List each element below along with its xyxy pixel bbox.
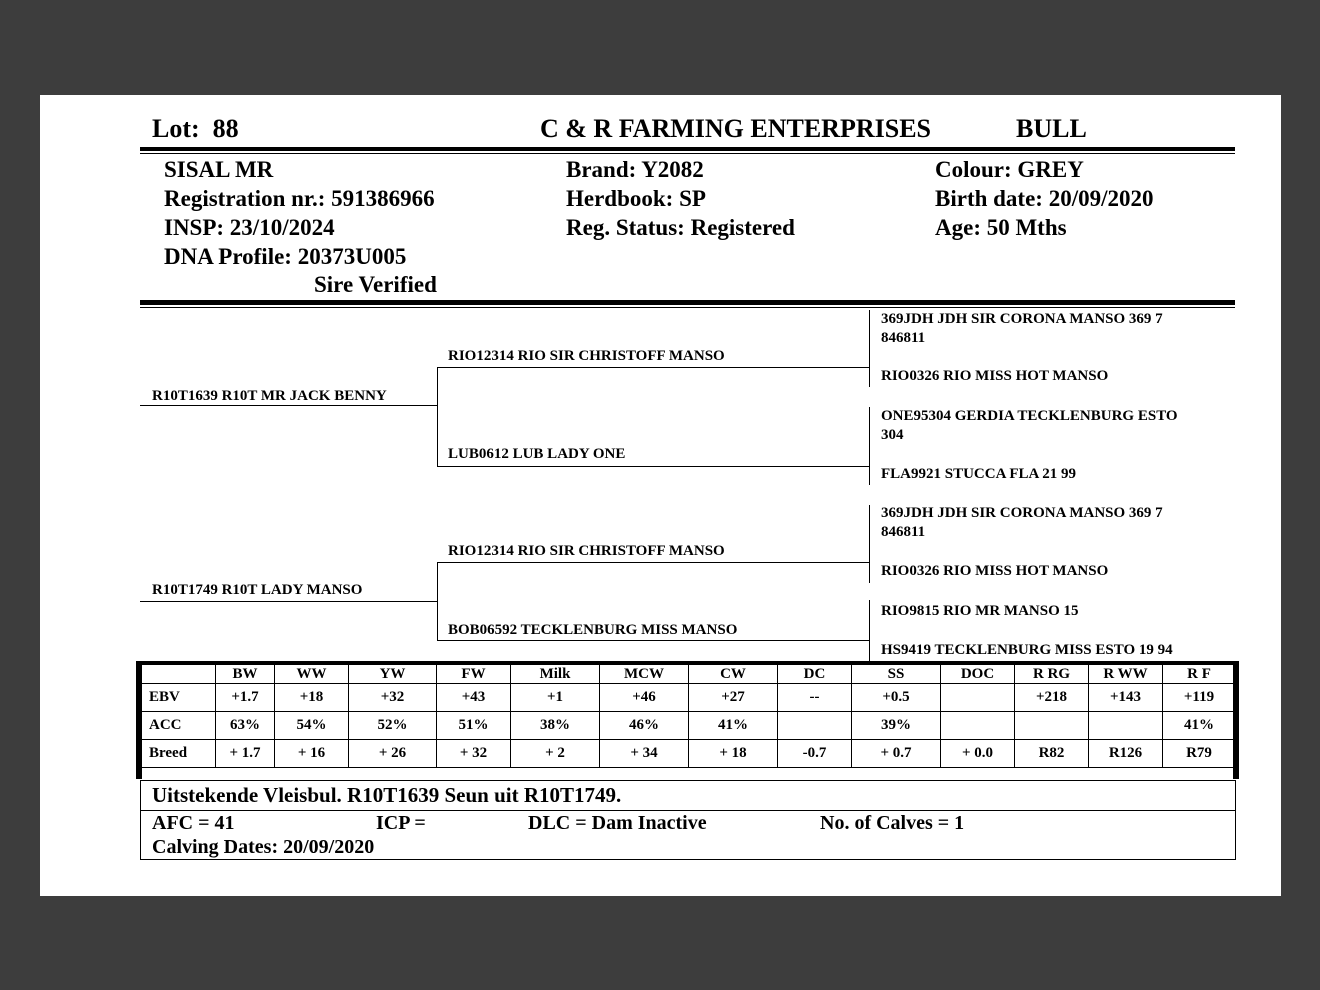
- ebv-table: [140, 664, 1236, 768]
- row-label: Breed: [141, 740, 216, 768]
- sire: R10T1639 R10T MR JACK BENNY: [152, 388, 387, 404]
- column-header: FW: [437, 665, 511, 684]
- ssd: RIO0326 RIO MISS HOT MANSO: [881, 368, 1109, 384]
- table-border-left: [136, 661, 142, 779]
- dss-cont: 846811: [881, 524, 926, 540]
- table-cell: [778, 712, 852, 740]
- dna-profile: DNA Profile: 20373U005: [164, 244, 407, 269]
- column-header: SS: [852, 665, 941, 684]
- dsd: RIO0326 RIO MISS HOT MANSO: [881, 563, 1109, 579]
- table-cell: + 26: [349, 740, 437, 768]
- sss: 369JDH JDH SIR CORONA MANSO 369 7: [881, 311, 1163, 327]
- table-cell: --: [778, 684, 852, 712]
- dds: RIO9815 RIO MR MANSO 15: [881, 603, 1079, 619]
- table-cell: +32: [349, 684, 437, 712]
- table-border-right: [1233, 661, 1239, 779]
- column-header: WW: [275, 665, 349, 684]
- sire-sire: RIO12314 RIO SIR CHRISTOFF MANSO: [448, 348, 725, 364]
- column-header: [141, 665, 216, 684]
- reg-status: Reg. Status: Registered: [566, 215, 795, 240]
- birth-date: Birth date: 20/09/2020: [935, 186, 1154, 211]
- icp: ICP =: [376, 812, 426, 834]
- dlc: DLC = Dam Inactive: [528, 812, 707, 834]
- column-header: R RG: [1015, 665, 1089, 684]
- breed-row: [141, 740, 1236, 768]
- table-border-top: [136, 661, 1239, 665]
- table-cell: + 32: [437, 740, 511, 768]
- table-cell: 41%: [689, 712, 778, 740]
- ddd: HS9419 TECKLENBURG MISS ESTO 19 94: [881, 642, 1173, 658]
- animal-name: SISAL MR: [164, 157, 274, 182]
- table-cell: 63%: [216, 712, 275, 740]
- table-cell: + 16: [275, 740, 349, 768]
- column-header: YW: [349, 665, 437, 684]
- table-cell: 51%: [437, 712, 511, 740]
- column-header: BW: [216, 665, 275, 684]
- table-cell: + 1.7: [216, 740, 275, 768]
- remarks-text: Uitstekende Vleisbul. R10T1639 Seun uit R10T1749.: [152, 783, 622, 807]
- registration-number: Registration nr.: 591386966: [164, 186, 435, 211]
- calving-dates: Calving Dates: 20/09/2020: [152, 836, 375, 858]
- table-cell: 41%: [1163, 712, 1236, 740]
- lot-label: Lot: 88: [152, 114, 239, 143]
- table-cell: 38%: [511, 712, 600, 740]
- sex-label: BULL: [1016, 114, 1087, 143]
- table-cell: +119: [1163, 684, 1236, 712]
- column-header: Milk: [511, 665, 600, 684]
- dss: 369JDH JDH SIR CORONA MANSO 369 7: [881, 505, 1163, 521]
- no-of-calves: No. of Calves = 1: [820, 812, 965, 834]
- sds: ONE95304 GERDIA TECKLENBURG ESTO: [881, 408, 1178, 424]
- table-cell: 46%: [600, 712, 689, 740]
- age: Age: 50 Mths: [935, 215, 1067, 240]
- dam-dam: BOB06592 TECKLENBURG MISS MANSO: [448, 622, 738, 638]
- column-header: R F: [1163, 665, 1236, 684]
- pedigree-rule-thin: [140, 307, 1235, 308]
- table-cell: [1015, 712, 1089, 740]
- table-cell: -0.7: [778, 740, 852, 768]
- table-cell: 54%: [275, 712, 349, 740]
- lot-sheet: [40, 95, 1281, 896]
- sss-cont: 846811: [881, 330, 926, 346]
- column-header: CW: [689, 665, 778, 684]
- table-cell: +143: [1089, 684, 1163, 712]
- table-cell: [1089, 712, 1163, 740]
- table-cell: +218: [1015, 684, 1089, 712]
- table-cell: + 0.0: [941, 740, 1015, 768]
- table-cell: [941, 712, 1015, 740]
- column-header: DC: [778, 665, 852, 684]
- afc: AFC = 41: [152, 812, 235, 834]
- herdbook: Herdbook: SP: [566, 186, 706, 211]
- table-cell: +43: [437, 684, 511, 712]
- brand: Brand: Y2082: [566, 157, 704, 182]
- header-rule-thin: [140, 153, 1235, 154]
- dam-sire: RIO12314 RIO SIR CHRISTOFF MANSO: [448, 543, 725, 559]
- dam: R10T1749 R10T LADY MANSO: [152, 582, 363, 598]
- table-cell: + 34: [600, 740, 689, 768]
- lot-number: 88: [212, 114, 239, 143]
- table-cell: R79: [1163, 740, 1236, 768]
- insp-date: INSP: 23/10/2024: [164, 215, 335, 240]
- ebv-header-row: [141, 665, 1236, 684]
- table-cell: [941, 684, 1015, 712]
- header-rule: [140, 147, 1235, 151]
- row-label: EBV: [141, 684, 216, 712]
- column-header: MCW: [600, 665, 689, 684]
- table-cell: +18: [275, 684, 349, 712]
- acc-row: [141, 712, 1236, 740]
- sdd: FLA9921 STUCCA FLA 21 99: [881, 466, 1077, 482]
- pedigree-rule: [140, 300, 1235, 305]
- table-cell: +46: [600, 684, 689, 712]
- table-cell: 52%: [349, 712, 437, 740]
- sire-verified: Sire Verified: [314, 272, 437, 297]
- breeder-name: C & R FARMING ENTERPRISES: [540, 114, 931, 143]
- table-cell: + 18: [689, 740, 778, 768]
- table-cell: R126: [1089, 740, 1163, 768]
- table-cell: +27: [689, 684, 778, 712]
- table-cell: 39%: [852, 712, 941, 740]
- table-cell: +1: [511, 684, 600, 712]
- ebv-row: [141, 684, 1236, 712]
- column-header: R WW: [1089, 665, 1163, 684]
- row-label: ACC: [141, 712, 216, 740]
- table-cell: + 2: [511, 740, 600, 768]
- table-cell: + 0.7: [852, 740, 941, 768]
- table-cell: +0.5: [852, 684, 941, 712]
- table-cell: R82: [1015, 740, 1089, 768]
- table-cell: +1.7: [216, 684, 275, 712]
- sds-cont: 304: [881, 427, 904, 443]
- sire-dam: LUB0612 LUB LADY ONE: [448, 446, 626, 462]
- colour: Colour: GREY: [935, 157, 1084, 182]
- column-header: DOC: [941, 665, 1015, 684]
